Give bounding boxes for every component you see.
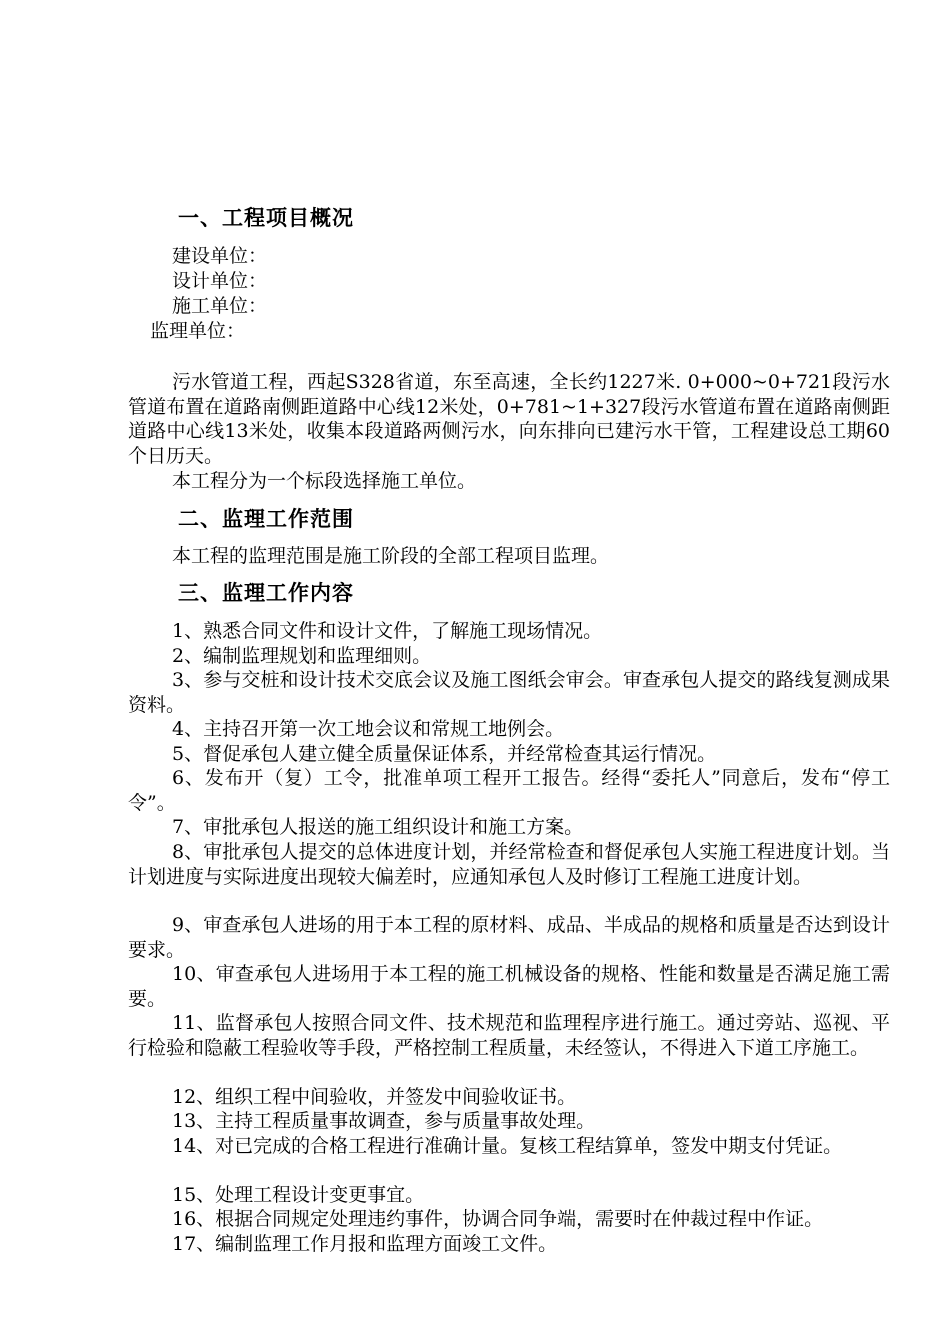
construction-unit-label: 建设单位： bbox=[172, 245, 268, 267]
list-item: 7、审批承包人报送的施工组织设计和施工方案。 bbox=[172, 816, 584, 838]
builder-unit-label: 施工单位： bbox=[172, 295, 268, 317]
section-2-heading: 二、监理工作范围 bbox=[178, 507, 354, 531]
section-3-heading: 三、监理工作内容 bbox=[178, 581, 354, 605]
list-item: 15、处理工程设计变更事宜。 bbox=[172, 1184, 425, 1206]
project-description-paragraph: 污水管道工程，西起S328省道，东至高速，全长约1227米. 0+000~0+721段污水管道布置在道路南侧距道路中心线12米处，0+781~1+327段污水管道布置在道路南侧距道路中心线13米处，收集本段道路两侧污水，向东排向已建污水干管，工程建设总工期60个日历天。 bbox=[128, 371, 890, 467]
tender-section-paragraph: 本工程分为一个标段选择施工单位。 bbox=[172, 470, 477, 492]
list-item: 10、审查承包人进场用于本工程的施工机械设备的规格、性能和数量是否满足施工需要。 bbox=[128, 963, 890, 1010]
list-item: 3、参与交桩和设计技术交底会议及施工图纸会审会。审查承包人提交的路线复测成果资料。 bbox=[128, 669, 890, 716]
list-item: 1、熟悉合同文件和设计文件，了解施工现场情况。 bbox=[172, 620, 603, 642]
list-item: 17、编制监理工作月报和监理方面竣工文件。 bbox=[172, 1233, 558, 1255]
list-item: 16、根据合同规定处理违约事件，协调合同争端，需要时在仲裁过程中作证。 bbox=[172, 1208, 824, 1230]
list-item: 12、组织工程中间验收，并签发中间验收证书。 bbox=[172, 1086, 577, 1108]
supervision-unit-label: 监理单位： bbox=[150, 320, 246, 342]
list-item: 13、主持工程质量事故调查，参与质量事故处理。 bbox=[172, 1110, 596, 1132]
list-item: 4、主持召开第一次工地会议和常规工地例会。 bbox=[172, 718, 565, 740]
list-item: 2、编制监理规划和监理细则。 bbox=[172, 645, 432, 667]
list-item: 14、对已完成的合格工程进行准确计量。复核工程结算单，签发中期支付凭证。 bbox=[172, 1135, 843, 1157]
list-item: 6、发布开（复）工令，批准单项工程开工报告。经得“委托人”同意后，发布“停工令”。 bbox=[128, 767, 890, 814]
list-item: 8、审批承包人提交的总体进度计划，并经常检查和督促承包人实施工程进度计划。当计划进度与实际进度出现较大偏差时，应通知承包人及时修订工程施工进度计划。 bbox=[128, 841, 890, 888]
section-1-heading: 一、工程项目概况 bbox=[178, 206, 354, 230]
list-item: 9、审查承包人进场的用于本工程的原材料、成品、半成品的规格和质量是否达到设计要求。 bbox=[128, 914, 890, 961]
scope-paragraph: 本工程的监理范围是施工阶段的全部工程项目监理。 bbox=[172, 545, 610, 567]
design-unit-label: 设计单位： bbox=[172, 270, 268, 292]
list-item: 11、监督承包人按照合同文件、技术规范和监理程序进行施工。通过旁站、巡视、平行检验和隐蔽工程验收等手段，严格控制工程质量，未经签认，不得进入下道工序施工。 bbox=[128, 1012, 890, 1059]
list-item: 5、督促承包人建立健全质量保证体系，并经常检查其运行情况。 bbox=[172, 743, 717, 765]
